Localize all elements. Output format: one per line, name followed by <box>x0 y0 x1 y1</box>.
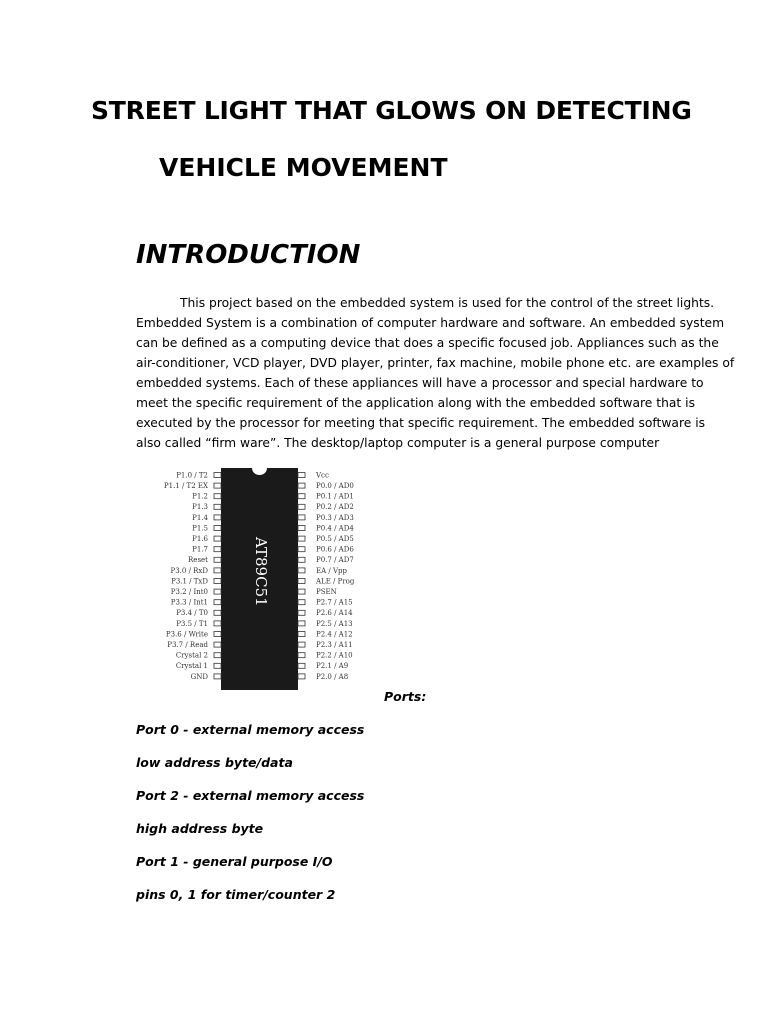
left-pin-label: P1.0 / T2 <box>176 471 208 480</box>
right-pin <box>298 494 305 499</box>
left-pin <box>214 557 221 562</box>
paragraph-line: also called “firm ware”. The desktop/laptop computer is a general purpose computer <box>136 436 660 450</box>
left-pin-label: P1.5 <box>192 524 208 533</box>
right-pin-label: P0.4 / AD4 <box>316 524 354 533</box>
left-pin-label: P3.1 / TxD <box>171 577 208 586</box>
right-pin-label: P2.7 / A15 <box>316 598 353 607</box>
left-pin-label: P3.4 / T0 <box>176 609 208 618</box>
left-pin <box>214 653 221 658</box>
port-line: Port 1 - general purpose I/O <box>136 854 333 869</box>
left-pin <box>214 674 221 679</box>
right-pin-label: P0.1 / AD1 <box>316 492 354 501</box>
left-pin <box>214 547 221 552</box>
right-pin-label: P0.5 / AD5 <box>316 535 354 543</box>
right-pin <box>298 504 305 509</box>
paragraph-line: This project based on the embedded system is used for the control of the street lights. <box>180 296 715 310</box>
chip-name-label: AT89C51 <box>252 537 270 607</box>
left-pin <box>214 515 221 520</box>
chip-pinout-diagram <box>138 462 388 698</box>
left-pin <box>214 642 221 647</box>
port-line: pins 0, 1 for timer/counter 2 <box>136 887 336 902</box>
left-pin-label: Reset <box>188 556 208 565</box>
right-pin-label: ALE / Prog <box>316 577 355 586</box>
left-pin-label: Crystal 2 <box>175 651 208 660</box>
right-pin-label: P2.0 / A8 <box>316 672 349 681</box>
left-pin-label: P1.4 <box>192 513 208 522</box>
left-pin-label: P3.5 / T1 <box>176 619 208 628</box>
left-pin-label: P1.3 <box>192 503 208 512</box>
left-pin-label: P1.6 <box>192 535 208 543</box>
right-pin-label: P2.3 / A11 <box>316 641 353 649</box>
right-pin-label: P2.5 / A13 <box>316 619 353 628</box>
right-pin <box>298 621 305 626</box>
right-pin <box>298 610 305 615</box>
left-pin-label: P1.7 <box>192 545 208 554</box>
right-pin <box>298 557 305 562</box>
left-pin <box>214 473 221 478</box>
right-pin <box>298 526 305 531</box>
right-pin <box>298 515 305 520</box>
right-pin <box>298 642 305 647</box>
right-pin <box>298 600 305 605</box>
right-pin-label: EA / Vpp <box>316 566 347 575</box>
left-pin <box>214 494 221 499</box>
section-heading: INTRODUCTION <box>136 240 361 270</box>
right-pin-label: P2.6 / A14 <box>316 609 353 618</box>
right-pin-label: P0.2 / AD2 <box>316 503 354 512</box>
left-pin-label: P3.7 / Read <box>167 641 208 649</box>
left-pin-label: P3.6 / Write <box>165 630 208 639</box>
left-pin-label: P1.1 / T2 EX <box>163 482 208 490</box>
left-pin <box>214 504 221 509</box>
title-line-1: STREET LIGHT THAT GLOWS ON DETECTING <box>91 96 692 125</box>
title-line-2: VEHICLE MOVEMENT <box>159 153 448 182</box>
left-pin-label: P1.2 <box>192 492 208 501</box>
paragraph-line: meet the specific requirement of the application along with the embedded software that is <box>136 396 695 410</box>
paragraph-line: Embedded System is a combination of computer hardware and software. An embedded system <box>136 316 725 330</box>
left-pin <box>214 483 221 488</box>
left-pin <box>214 536 221 541</box>
port-line: Port 2 - external memory access <box>136 788 365 803</box>
port-line: Port 0 - external memory access <box>136 722 365 737</box>
right-pin-label: P2.4 / A12 <box>316 630 353 639</box>
left-pin <box>214 632 221 637</box>
right-pin <box>298 589 305 594</box>
right-pin-label: PSEN <box>316 588 337 596</box>
right-pin <box>298 674 305 679</box>
left-pin <box>214 600 221 605</box>
right-pin-label: P0.7 / AD7 <box>316 556 354 565</box>
left-pin <box>214 621 221 626</box>
intro-paragraph <box>136 293 735 453</box>
left-pin-label: GND <box>190 672 208 681</box>
right-pin <box>298 568 305 573</box>
paragraph-line: air-conditioner, VCD player, DVD player, printer, fax machine, mobile phone etc. are examples of <box>136 356 735 370</box>
right-pin <box>298 483 305 488</box>
right-pin-label: P2.2 / A10 <box>316 651 353 660</box>
left-pin-label: P3.2 / Int0 <box>170 588 208 596</box>
left-pin-label: Crystal 1 <box>175 662 208 671</box>
paragraph-line: embedded systems. Each of these appliances will have a processor and special hardware to <box>136 376 704 390</box>
right-pin <box>298 579 305 584</box>
right-pin-label: Vcc <box>316 471 329 480</box>
paragraph-line: executed by the processor for meeting that specific requirement. The embedded software is <box>136 416 706 430</box>
right-pin-label: P0.6 / AD6 <box>316 545 354 554</box>
left-pin-label: P3.3 / Int1 <box>170 598 208 607</box>
left-pin <box>214 589 221 594</box>
ports-label: Ports: <box>384 689 427 704</box>
right-pin <box>298 547 305 552</box>
port-line: high address byte <box>136 821 264 836</box>
right-pin <box>298 632 305 637</box>
left-pin <box>214 568 221 573</box>
right-pin-label: P0.3 / AD3 <box>316 513 354 522</box>
left-pin <box>214 526 221 531</box>
port-line: low address byte/data <box>136 755 293 770</box>
right-pin <box>298 536 305 541</box>
paragraph-line: can be defined as a computing device that does a specific focused job. Appliances such as the <box>136 336 719 350</box>
left-pin <box>214 610 221 615</box>
right-pin <box>298 653 305 658</box>
left-pin <box>214 663 221 668</box>
left-pin-label: P3.0 / RxD <box>170 566 208 575</box>
right-pin <box>298 663 305 668</box>
right-pin-label: P2.1 / A9 <box>316 662 349 671</box>
right-pin-label: P0.0 / AD0 <box>316 482 354 490</box>
right-pin <box>298 473 305 478</box>
left-pin <box>214 579 221 584</box>
